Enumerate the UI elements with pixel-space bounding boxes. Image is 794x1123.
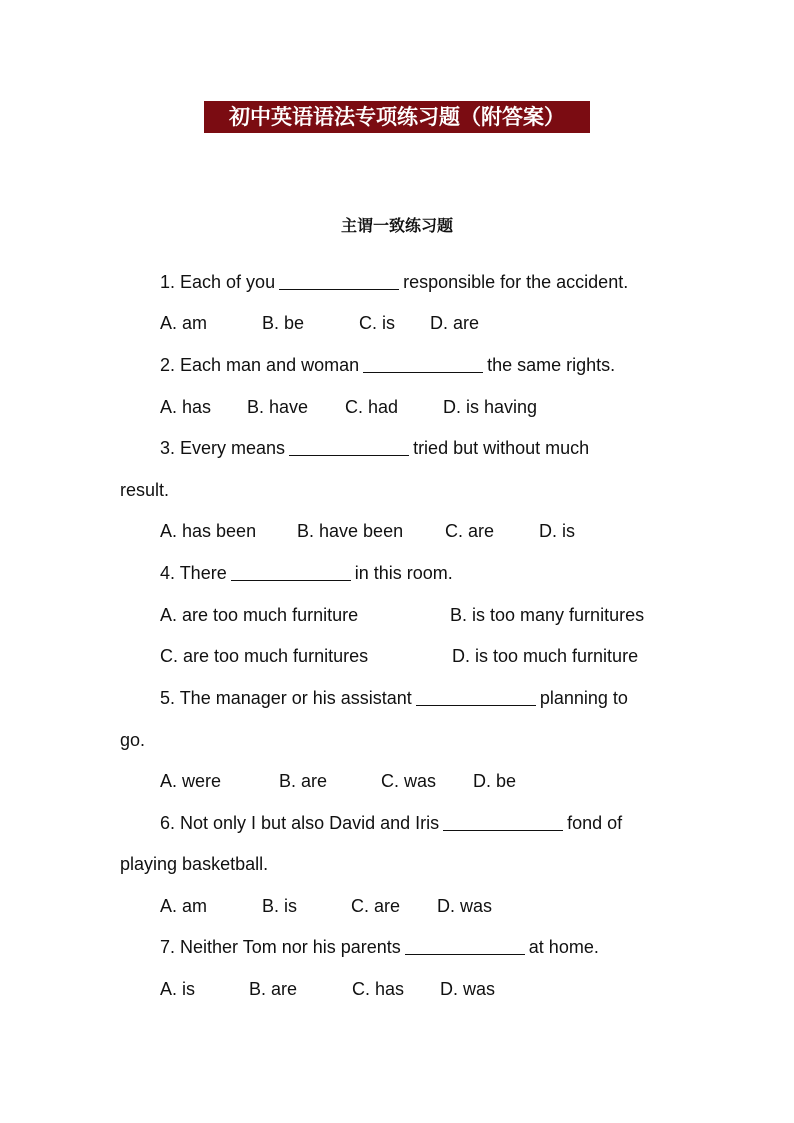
question-1-option-b: B. be bbox=[262, 313, 305, 333]
section-title: 主谓一致练习题 bbox=[340, 216, 453, 235]
question-2-stem-end: the same rights. bbox=[487, 355, 616, 375]
question-5-option-b: B. are bbox=[279, 771, 328, 791]
question-5-continuation: go. bbox=[120, 730, 146, 750]
question-3-stem-end: tried but without much bbox=[413, 438, 590, 458]
question-1-option-c: C. is bbox=[359, 313, 395, 333]
question-3-continuation: result. bbox=[120, 480, 170, 500]
question-2 bbox=[160, 353, 615, 377]
question-5-option-a: A. were bbox=[160, 771, 222, 791]
question-3-option-a: A. has been bbox=[160, 521, 257, 541]
question-2-blank bbox=[363, 354, 483, 373]
question-2-stem-start: 2. Each man and woman bbox=[160, 355, 360, 375]
question-7-stem-end: at home. bbox=[528, 937, 599, 957]
question-7-option-a: A. is bbox=[160, 979, 196, 999]
question-5-blank bbox=[416, 687, 536, 706]
question-2-option-a: A. has bbox=[160, 397, 212, 417]
question-6-option-c: C. are bbox=[351, 896, 401, 916]
question-1-option-d: D. are bbox=[430, 313, 480, 333]
question-7-option-d: D. was bbox=[440, 979, 496, 999]
question-7 bbox=[160, 935, 599, 959]
question-5-stem-start: 5. The manager or his assistant bbox=[160, 688, 412, 708]
question-4-option-c: C. are too much furnitures bbox=[160, 646, 369, 666]
question-1 bbox=[160, 270, 628, 294]
question-1-blank bbox=[279, 271, 399, 290]
question-2-option-c: C. had bbox=[345, 397, 399, 417]
question-3-option-c: C. are bbox=[445, 521, 495, 541]
question-1-stem-end: responsible for the accident. bbox=[403, 272, 629, 292]
question-3-option-b: B. have been bbox=[297, 521, 404, 541]
question-2-option-b: B. have bbox=[247, 397, 309, 417]
question-4-option-a: A. are too much furniture bbox=[160, 605, 359, 625]
question-6-option-a: A. am bbox=[160, 896, 208, 916]
question-2-option-d: D. is having bbox=[443, 397, 538, 417]
question-4-option-b: B. is too many furnitures bbox=[450, 605, 645, 625]
question-6-stem-start: 6. Not only I but also David and Iris bbox=[160, 813, 440, 833]
question-6-blank bbox=[443, 812, 563, 831]
question-4-blank bbox=[231, 562, 351, 581]
question-1-stem-start: 1. Each of you bbox=[160, 272, 276, 292]
document-title: 初中英语语法专项练习题（附答案） bbox=[204, 101, 590, 133]
question-6-option-b: B. is bbox=[262, 896, 298, 916]
question-5-option-c: C. was bbox=[381, 771, 437, 791]
question-4 bbox=[160, 561, 453, 585]
question-3 bbox=[160, 436, 589, 460]
question-3-stem-start: 3. Every means bbox=[160, 438, 286, 458]
question-7-option-c: C. has bbox=[352, 979, 405, 999]
question-6-continuation: playing basketball. bbox=[120, 854, 269, 874]
question-6 bbox=[160, 811, 622, 835]
question-6-stem-end: fond of bbox=[567, 813, 623, 833]
question-3-option-d: D. is bbox=[539, 521, 575, 541]
question-7-stem-start: 7. Neither Tom nor his parents bbox=[160, 937, 401, 957]
question-4-option-d: D. is too much furniture bbox=[452, 646, 639, 666]
question-7-option-b: B. are bbox=[249, 979, 298, 999]
question-7-blank bbox=[405, 936, 525, 955]
question-3-blank bbox=[289, 437, 409, 456]
question-4-stem-end: in this room. bbox=[354, 563, 453, 583]
question-5-stem-end: planning to bbox=[539, 688, 628, 708]
question-5 bbox=[160, 686, 628, 710]
question-6-option-d: D. was bbox=[437, 896, 493, 916]
question-1-option-a: A. am bbox=[160, 313, 208, 333]
question-5-option-d: D. be bbox=[473, 771, 517, 791]
question-4-stem-start: 4. There bbox=[160, 563, 227, 583]
